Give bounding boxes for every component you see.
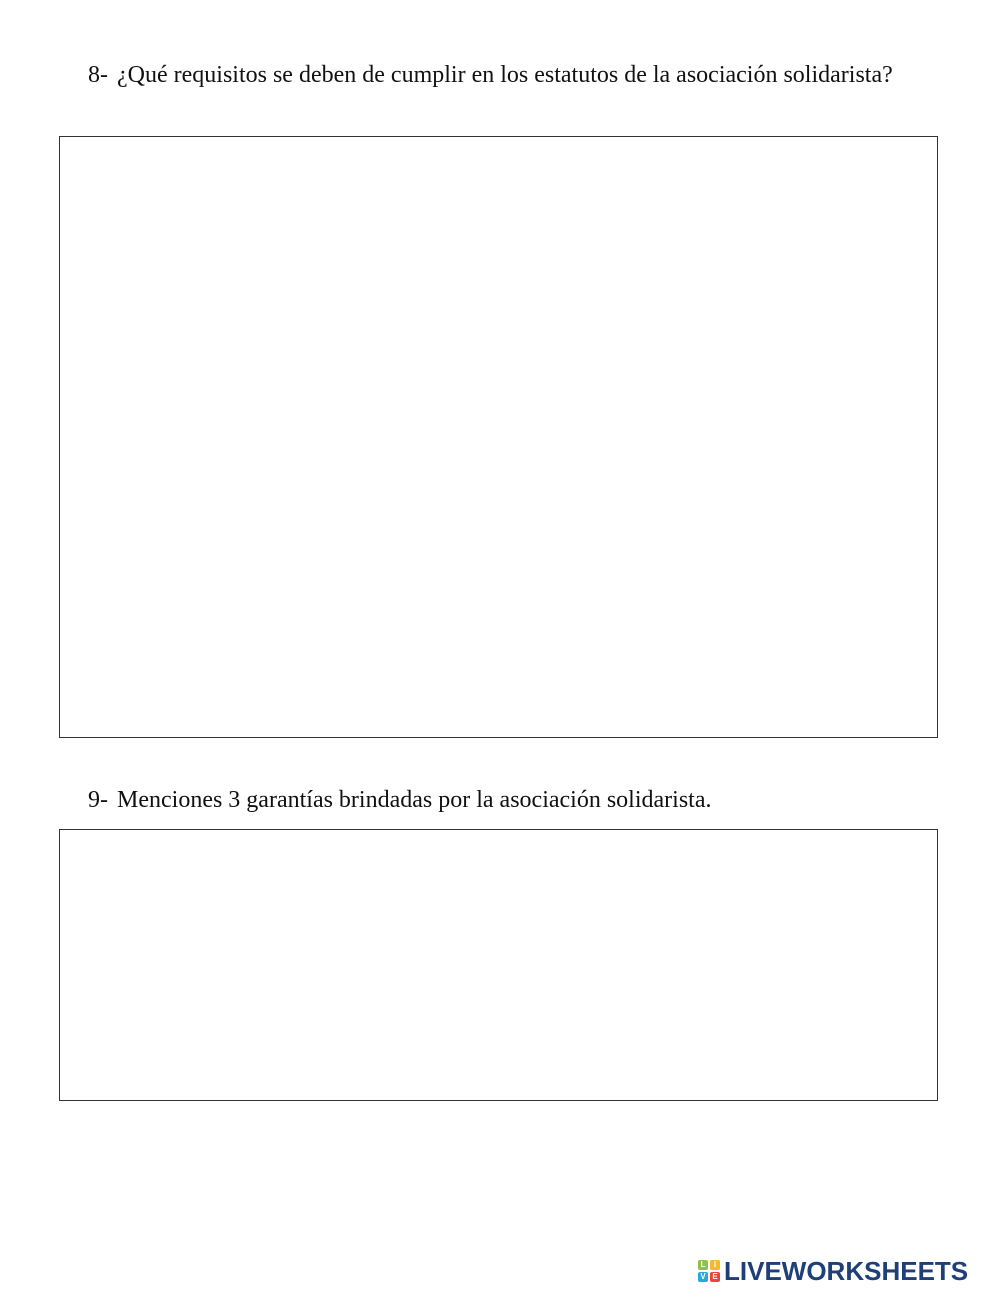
question-9 xyxy=(88,785,939,816)
brand-name: LIVEWORKSHEETS xyxy=(724,1256,969,1286)
logo-tile-v: V xyxy=(698,1272,708,1282)
logo-tile-i: I xyxy=(710,1260,720,1270)
liveworksheets-brand xyxy=(698,1257,968,1285)
question-9-text: Menciones 3 garantías brindadas por la asociación solidarista. xyxy=(117,787,712,813)
answer-box-question-9[interactable] xyxy=(59,829,938,1101)
question-9-number: 9- xyxy=(88,787,108,813)
logo-tile-e: E xyxy=(710,1272,720,1282)
question-8-text: ¿Qué requisitos se deben de cumplir en los estatutos de la asociación solidarista? xyxy=(117,62,893,88)
question-8 xyxy=(88,60,939,91)
answer-box-question-8[interactable] xyxy=(59,136,938,738)
logo-tile-l: L xyxy=(698,1260,708,1270)
liveworksheets-logo-icon xyxy=(698,1260,720,1282)
question-8-number: 8- xyxy=(88,62,108,88)
